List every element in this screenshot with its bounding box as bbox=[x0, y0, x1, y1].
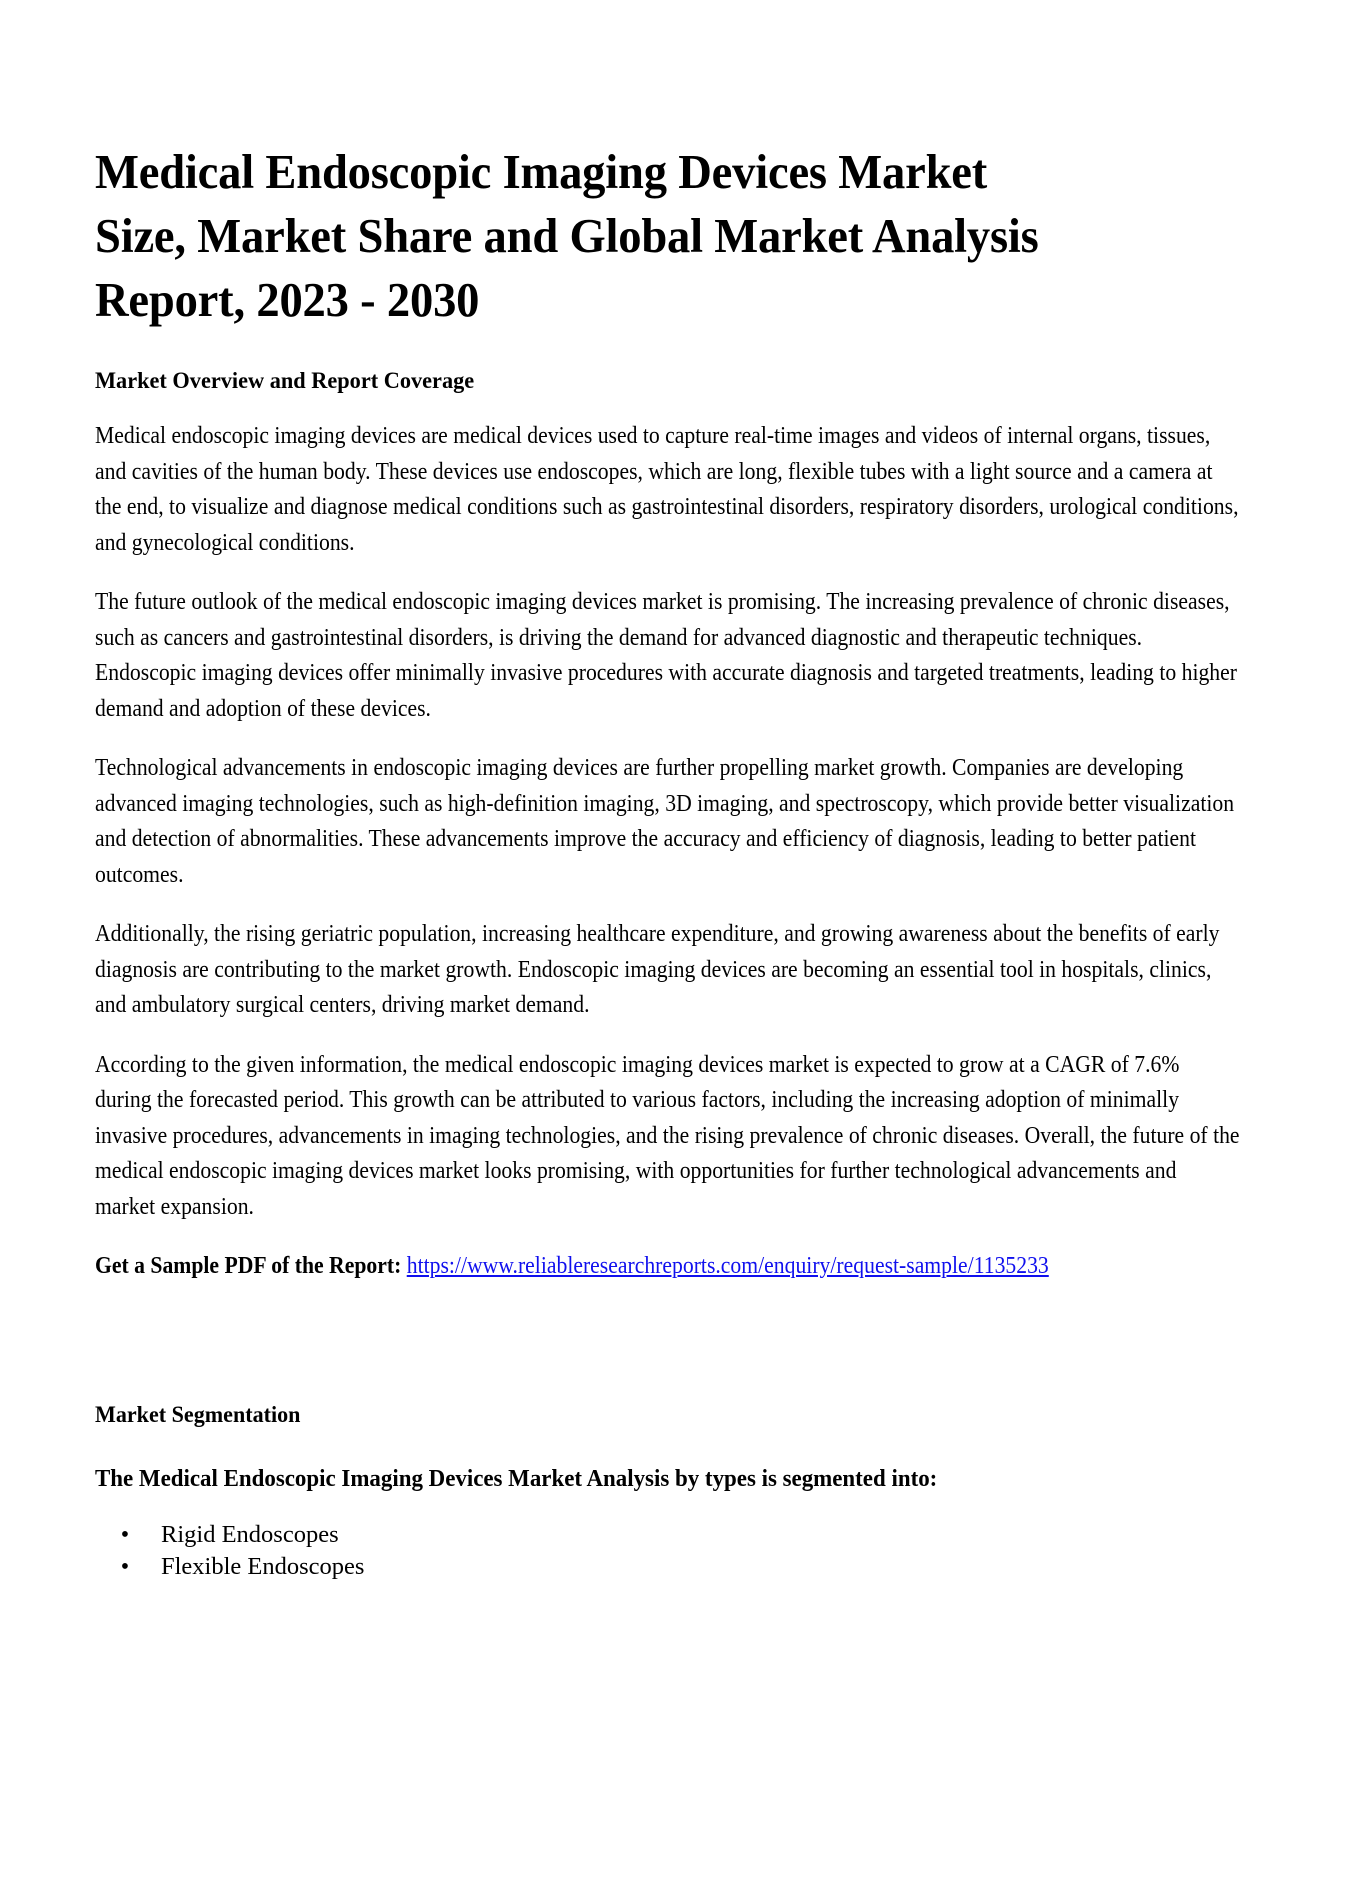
page-title: Medical Endoscopic Imaging Devices Market Size, Market Share and Global Market Analysis Report, 2023 - 2030 bbox=[95, 144, 1039, 327]
segmentation-types-subheading: The Medical Endoscopic Imaging Devices Market Analysis by types is segmented into: bbox=[95, 1465, 938, 1492]
paragraph-demographics-drivers: Additionally, the rising geriatric population, increasing healthcare expenditure, and growing awareness about the benefits of early diagnosis are contributing to the market growth. Endoscopic imaging devices are becoming an essential tool in hospitals, clinics, and ambulatory surgical centers, driving market demand. bbox=[95, 920, 1220, 1018]
paragraph-cagr-outlook: According to the given information, the medical endoscopic imaging devices market is expected to grow at a CAGR of 7.6% during the forecasted period. This growth can be attributed to various factors, including the increasing adoption of minimally invasive procedures, advancements in imaging technologies, and the rising prevalence of chronic diseases. Overall, the future of the medical endoscopic imaging devices market looks promising, with opportunities for further technological advancements and market expansion. bbox=[95, 1050, 1240, 1220]
list-item-label: Flexible Endoscopes bbox=[161, 1552, 365, 1580]
bullet-icon: • bbox=[120, 1521, 130, 1548]
list-item-label: Rigid Endoscopes bbox=[161, 1520, 339, 1548]
paragraph-future-outlook: The future outlook of the medical endoscopic imaging devices market is promising. The increasing prevalence of chronic diseases, such as cancers and gastrointestinal disorders, is driving the demand for advanced diagnostic and therapeutic techniques. Endoscopic imaging devices offer minimally invasive procedures with accurate diagnosis and targeted treatments, leading to higher demand and adoption of these devices. bbox=[95, 588, 1237, 722]
list-item bbox=[119, 1519, 1240, 1551]
paragraph-technological-advancements: Technological advancements in endoscopic imaging devices are further propelling market growth. Companies are developing advanced imaging technologies, such as high-definition imaging, 3D imaging, and spectroscopy, which provide better visualization and detection of abnormalities. These advancements improve the accuracy and efficiency of diagnosis, leading to better patient outcomes. bbox=[95, 754, 1235, 888]
segmentation-type-list bbox=[95, 1519, 1240, 1583]
bullet-icon: • bbox=[120, 1553, 130, 1580]
list-item bbox=[119, 1551, 1240, 1583]
section-spacer bbox=[95, 1308, 1240, 1400]
sample-pdf-label: Get a Sample PDF of the Report: bbox=[95, 1252, 402, 1279]
sample-pdf-line bbox=[95, 1248, 1241, 1284]
section-heading-market-segmentation: Market Segmentation bbox=[95, 1401, 301, 1427]
paragraph-market-definition: Medical endoscopic imaging devices are medical devices used to capture real-time images and videos of internal organs, tissues, and cavities of the human body. These devices use endoscopes, which are long, flexible tubes with a light source and a camera at the end, to visualize and diagnose medical conditions such as gastrointestinal disorders, respiratory disorders, urological conditions, and gynecological conditions. bbox=[95, 422, 1239, 556]
section-heading-market-overview: Market Overview and Report Coverage bbox=[95, 368, 475, 393]
sample-pdf-link[interactable]: https://www.reliableresearchreports.com/enquiry/request-sample/1135233 bbox=[406, 1252, 1049, 1279]
